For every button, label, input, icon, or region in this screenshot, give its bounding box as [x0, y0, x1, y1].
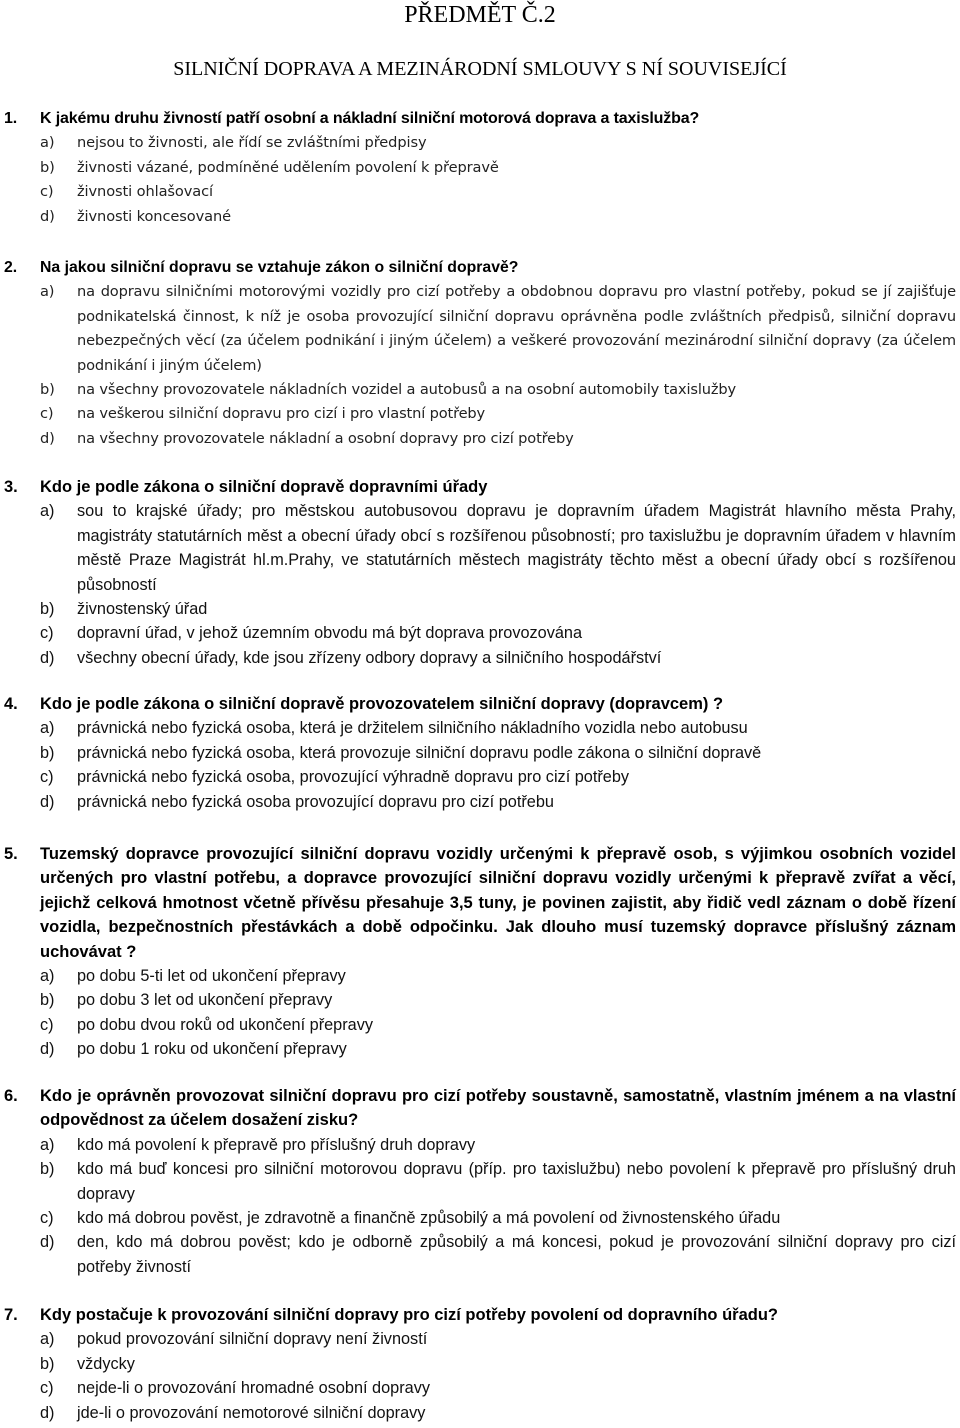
option-label: a)	[40, 134, 55, 152]
answer-option	[0, 427, 960, 451]
option-label: a)	[40, 967, 55, 986]
answer-option	[0, 205, 960, 229]
option-label: b)	[40, 991, 55, 1010]
question-heading	[0, 475, 960, 499]
option-label: c)	[40, 405, 54, 423]
option-label: c)	[40, 1379, 54, 1398]
answer-option	[0, 964, 960, 988]
option-text: kdo má dobrou pověst, je zdravotně a finančně způsobilý a má povolení od živnostenského úřadu	[77, 1209, 781, 1228]
option-label: d)	[40, 1040, 55, 1059]
question-1	[0, 107, 960, 229]
answer-option	[0, 1013, 960, 1037]
answer-option	[0, 1230, 960, 1279]
question-6	[0, 1084, 960, 1279]
option-label: b)	[40, 1354, 55, 1373]
option-text: po dobu 5-ti let od ukončení přepravy	[77, 967, 346, 986]
question-number: 1.	[4, 110, 18, 127]
option-label: a)	[40, 502, 55, 521]
question-number: 4.	[4, 695, 18, 713]
option-label: b)	[40, 600, 55, 619]
option-text: vždycky	[77, 1354, 135, 1373]
option-text: právnická nebo fyzická osoba provozující dopravu pro cizí potřebu	[77, 792, 554, 811]
question-3	[0, 475, 960, 670]
option-label: a)	[40, 719, 55, 738]
option-label: d)	[40, 648, 55, 667]
answer-option	[0, 402, 960, 426]
question-heading	[0, 1303, 960, 1327]
question-number: 7.	[4, 1306, 18, 1324]
question-text: Tuzemský dopravce provozující silniční dopravu vozidly určenými k přepravě osob, s výjimkou osobních vozidel určených pro vlastní potřebu, a dopravce provozující silniční dopravu vozidly určenými k přepravě zvířat a věcí, jejichž celková hmotnost včetně přívěsu přesahuje 3,5 tuny, je povinen zajistit, aby řidič vedl záznam o době řízení vozidla, bezpečnostních přestávkách a době odpočinku. Jak dlouho musí tuzemský dopravce příslušný záznam uchovávat ?	[40, 845, 956, 961]
question-text: Kdy postačuje k provozování silniční dopravy pro cizí potřeby povolení od dopravního úřadu?	[40, 1306, 779, 1324]
question-text: K jakému druhu živností patří osobní a nákladní silniční motorová doprava a taxislužba?	[40, 110, 700, 127]
answer-option	[0, 646, 960, 670]
question-heading	[0, 842, 960, 964]
option-label: d)	[40, 792, 55, 811]
option-text: kdo má buď koncesi pro silniční motorovou dopravu (příp. pro taxislužbu) nebo povolení k přepravě pro příslušný druh dopravy	[77, 1160, 956, 1203]
option-text: kdo má povolení k přepravě pro příslušný druh dopravy	[77, 1135, 476, 1154]
answer-option	[0, 378, 960, 402]
question-text: Kdo je oprávněn provozovat silniční dopravu pro cizí potřeby soustavně, samostatně, vlastním jménem a na vlastní odpovědnost za účelem dosažení zisku?	[40, 1087, 956, 1130]
question-heading	[0, 1084, 960, 1133]
answer-option	[0, 1133, 960, 1157]
option-text: živnosti koncesované	[77, 207, 231, 225]
option-label: c)	[40, 768, 54, 787]
option-label: a)	[40, 1135, 55, 1154]
answer-option	[0, 1352, 960, 1376]
option-text: po dobu 1 roku od ukončení přepravy	[77, 1040, 347, 1059]
answer-option	[0, 1157, 960, 1206]
answer-option	[0, 1401, 960, 1425]
option-label: d)	[40, 207, 55, 225]
option-label: b)	[40, 381, 55, 399]
answer-option	[0, 1376, 960, 1400]
question-number: 6.	[4, 1087, 18, 1105]
question-5	[0, 842, 960, 1062]
option-label: d)	[40, 1403, 55, 1422]
option-label: a)	[40, 1330, 55, 1349]
option-label: c)	[40, 183, 54, 201]
answer-option	[0, 765, 960, 789]
answer-option	[0, 741, 960, 765]
question-text: Kdo je podle zákona o silniční dopravě dopravními úřady	[40, 478, 488, 496]
option-label: b)	[40, 743, 55, 762]
answer-option	[0, 621, 960, 645]
option-label: b)	[40, 1160, 55, 1179]
option-label: c)	[40, 1015, 54, 1034]
question-2	[0, 256, 960, 451]
option-text: jde-li o provozování nemotorové silniční dopravy	[77, 1403, 426, 1422]
option-text: všechny obecní úřady, kde jsou zřízeny odbory dopravy a silničního hospodářství	[77, 648, 662, 667]
answer-option	[0, 1327, 960, 1351]
option-text: po dobu 3 let od ukončení přepravy	[77, 991, 333, 1010]
answer-option	[0, 156, 960, 180]
option-label: d)	[40, 1233, 55, 1252]
option-text: den, kdo má dobrou pověst; kdo je odborně způsobilý a má koncesi, pokud je provozování silniční dopravy pro cizí potřeby živností	[77, 1233, 956, 1276]
question-text: Na jakou silniční dopravu se vztahuje zákon o silniční dopravě?	[40, 259, 519, 276]
option-text: sou to krajské úřady; pro městskou autobusovou dopravu je dopravním úřadem Magistrát hlavního města Prahy, magistráty statutárních měst a obecní úřady obcí s rozšířenou působností; pro taxislužbu je dopravním úřadem v hlavním městě Praze Magistrát hl.m.Prahy, ve statutárních městech magistráty těchto měst a obecní úřady obcí s rozšířenou působností	[77, 502, 956, 594]
option-label: a)	[40, 283, 55, 301]
question-heading	[0, 692, 960, 716]
answer-option	[0, 597, 960, 621]
answer-option	[0, 280, 960, 378]
option-text: právnická nebo fyzická osoba, provozující výhradně dopravu pro cizí potřeby	[77, 768, 630, 787]
option-text: nejde-li o provozování hromadné osobní dopravy	[77, 1379, 430, 1398]
option-label: c)	[40, 624, 54, 643]
page-subtitle: SILNIČNÍ DOPRAVA A MEZINÁRODNÍ SMLOUVY S NÍ SOUVISEJÍCÍ	[173, 58, 787, 80]
question-text: Kdo je podle zákona o silniční dopravě provozovatelem silniční dopravy (dopravcem) ?	[40, 695, 724, 713]
answer-option	[0, 716, 960, 740]
option-text: živnostenský úřad	[77, 600, 208, 619]
option-text: na dopravu silničními motorovými vozidly pro cizí potřeby a obdobnou dopravu pro vlastní potřeby, pokud se jí zajišťuje podnikatelská činnost, k níž je osoba provozující silniční dopravu oprávněna podle zvláštních předpisů, silniční dopravu nebezpečných věcí (za účelem podnikání i jiným účelem) a veškeré provozování mezinárodní silniční dopravy (za účelem podnikání i jiným účelem)	[77, 283, 956, 374]
option-text: na veškerou silniční dopravu pro cizí i pro vlastní potřeby	[77, 405, 486, 423]
option-text: na všechny provozovatele nákladní a osobní dopravy pro cizí potřeby	[77, 429, 574, 447]
option-text: právnická nebo fyzická osoba, která provozuje silniční dopravu podle zákona o silniční dopravě	[77, 743, 762, 762]
option-label: b)	[40, 158, 55, 176]
page-title: PŘEDMĚT Č.2	[404, 2, 556, 28]
answer-option	[0, 1206, 960, 1230]
question-4	[0, 692, 960, 814]
option-text: pokud provozování silniční dopravy není živností	[77, 1330, 428, 1349]
option-text: živnosti ohlašovací	[77, 183, 214, 201]
question-heading	[0, 107, 960, 131]
option-text: živnosti vázané, podmíněné udělením povolení k přepravě	[77, 158, 499, 176]
option-text: dopravní úřad, v jehož územním obvodu má být doprava provozována	[77, 624, 583, 643]
answer-option	[0, 988, 960, 1012]
question-number: 3.	[4, 478, 18, 496]
question-heading	[0, 256, 960, 280]
option-text: po dobu dvou roků od ukončení přepravy	[77, 1015, 373, 1034]
answer-option	[0, 131, 960, 155]
option-text: právnická nebo fyzická osoba, která je držitelem silničního nákladního vozidla nebo autobusu	[77, 719, 748, 738]
question-7	[0, 1303, 960, 1425]
question-number: 5.	[4, 845, 18, 863]
option-text: na všechny provozovatele nákladních vozidel a autobusů a na osobní automobily taxislužby	[77, 381, 736, 399]
option-label: c)	[40, 1209, 54, 1228]
question-number: 2.	[4, 259, 18, 276]
option-text: nejsou to živnosti, ale řídí se zvláštními předpisy	[77, 134, 427, 152]
answer-option	[0, 499, 960, 597]
answer-option	[0, 790, 960, 814]
answer-option	[0, 1037, 960, 1061]
option-label: d)	[40, 429, 55, 447]
answer-option	[0, 180, 960, 204]
